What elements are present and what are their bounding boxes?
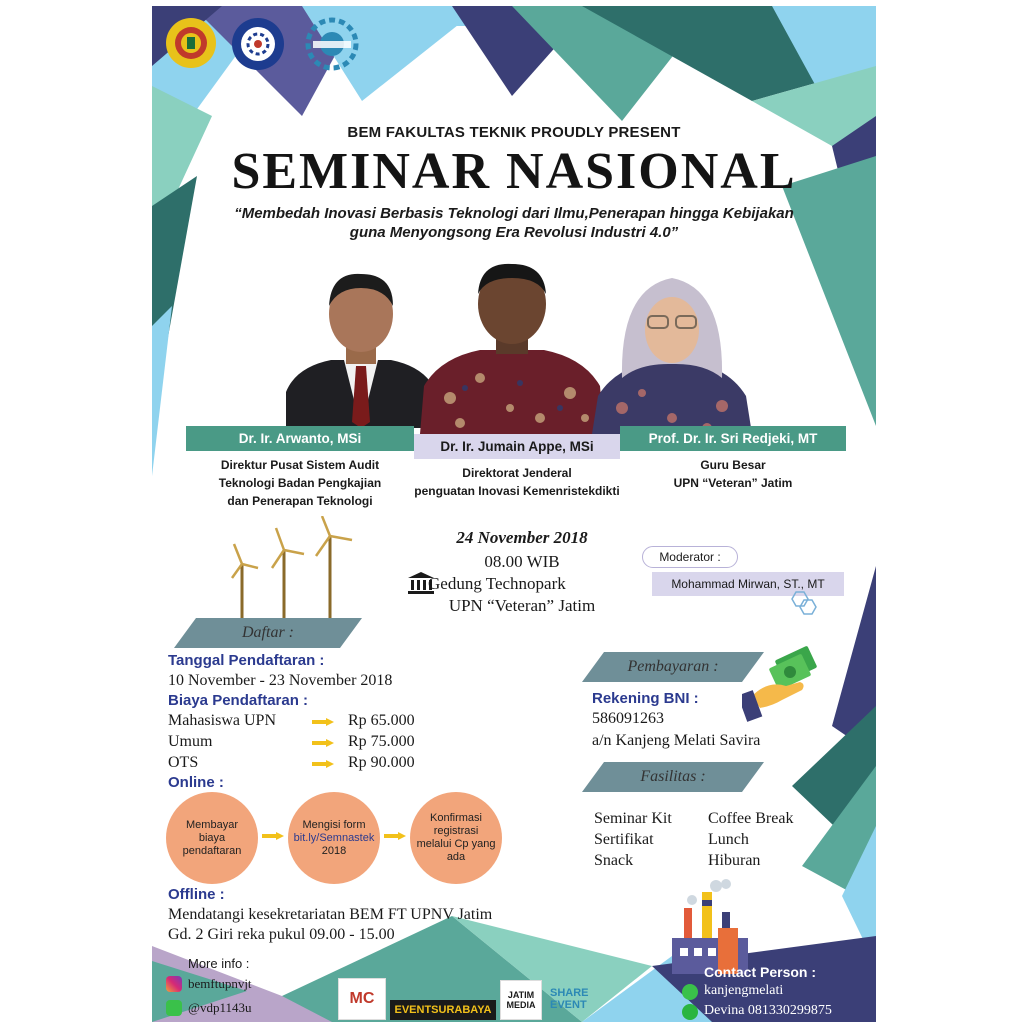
fee-category: OTS: [168, 754, 199, 771]
facility-item: Seminar Kit: [594, 810, 672, 827]
whatsapp-icon: [682, 1004, 698, 1020]
speaker-2-photo: [420, 258, 604, 434]
fee-price: Rp 75.000: [348, 733, 415, 750]
seminar-poster: [152, 6, 876, 1022]
step-pay-fee: Membayar biaya pendaftaran: [166, 792, 258, 884]
daftar-section-label: Daftar :: [242, 624, 294, 641]
offline-hours: Gd. 2 Giri reka pukul 09.00 - 15.00: [168, 926, 395, 943]
bank-label: Rekening BNI :: [592, 690, 699, 707]
event-date: 24 November 2018: [456, 528, 588, 547]
speaker-1-role-line: dan Penerapan Teknologi: [227, 494, 373, 508]
theme-line-1: “Membedah Inovasi Berbasis Teknologi dari Ilmu,Penerapan hingga Kebijakan: [234, 205, 794, 222]
step-fill-form: [288, 792, 380, 884]
speaker-3-role: [620, 456, 846, 492]
facility-item: Hiburan: [708, 852, 761, 869]
account-number: 586091263: [592, 710, 664, 727]
speaker-3-role-line: UPN “Veteran” Jatim: [673, 476, 793, 490]
speaker-1-photo: [286, 262, 436, 428]
account-name: a/n Kanjeng Melati Savira: [592, 732, 761, 749]
step-confirm: Konfirmasi registrasi melalui Cp yang ada: [410, 792, 502, 884]
factory-icon: [672, 878, 772, 974]
arrow-right-icon: [384, 832, 406, 840]
arrow-right-icon: [262, 832, 284, 840]
sponsor-logo: JATIM MEDIA: [500, 980, 542, 1020]
arrow-right-icon: [312, 739, 334, 747]
arrow-right-icon: [312, 760, 334, 768]
fee-price: Rp 90.000: [348, 754, 415, 771]
facility-item: Coffee Break: [708, 810, 794, 827]
fasilitas-section-label: Fasilitas :: [640, 768, 706, 785]
sponsor-logo: MC: [338, 978, 386, 1020]
speaker-1-role-line: Direktur Pusat Sistem Audit: [220, 458, 380, 472]
online-label: Online :: [168, 774, 224, 791]
sponsor-logo: SHARE EVENT: [550, 987, 589, 1011]
contact-line-id[interactable]: kanjengmelati: [704, 983, 784, 998]
speaker-2-role-line: Direktorat Jenderal: [462, 466, 572, 480]
contact-whatsapp[interactable]: Devina 081330299875: [704, 1003, 832, 1018]
facility-item: Snack: [594, 852, 634, 869]
speaker-1-role: [186, 456, 414, 510]
seminar-nasional-logo-icon: [302, 14, 362, 74]
instagram-icon: [166, 976, 182, 992]
theme-line-2: guna Menyongsong Era Revolusi Industri 4.0”: [349, 224, 679, 241]
registration-fee-label: Biaya Pendaftaran :: [168, 692, 309, 709]
speaker-2-role: [414, 464, 620, 500]
page-title: SEMINAR NASIONAL: [231, 143, 797, 200]
arrow-right-icon: [312, 718, 334, 726]
university-crest-icon: [166, 18, 216, 68]
moderator-label: Moderator :: [642, 546, 738, 568]
speaker-1-role-line: Teknologi Badan Pengkajian: [218, 476, 382, 490]
step-fill-form-text: Mengisi form: [302, 818, 366, 831]
event-venue-campus: UPN “Veteran” Jatim: [448, 596, 596, 615]
line-app-icon: [682, 984, 698, 1000]
line-handle[interactable]: @vdp1143u: [188, 1000, 252, 1015]
line-app-icon: [166, 1000, 182, 1016]
sponsor-logo: EVENTSURABAYA: [390, 1000, 496, 1020]
fee-price: Rp 65.000: [348, 712, 415, 729]
offline-location: Mendatangi kesekretariatan BEM FT UPNV Jatim: [168, 906, 493, 923]
facility-item: Lunch: [708, 831, 749, 848]
speaker-3-name: Prof. Dr. Ir. Sri Redjeki, MT: [620, 426, 846, 451]
event-venue: Gedung Technopark: [428, 574, 566, 593]
speaker-2-name: Dr. Ir. Jumain Appe, MSi: [414, 434, 620, 459]
faculty-gear-logo-icon: [232, 18, 284, 70]
money-hand-icon: [742, 646, 822, 722]
instagram-handle[interactable]: bemftupnvjt: [188, 976, 252, 991]
contact-person-label: Contact Person :: [704, 964, 817, 980]
pembayaran-section-label: Pembayaran :: [627, 658, 719, 675]
offline-label: Offline :: [168, 886, 225, 903]
facility-item: Sertifikat: [594, 831, 654, 848]
speaker-3-role-line: Guru Besar: [700, 458, 766, 472]
more-info-label: More info :: [188, 956, 250, 971]
registration-period: 10 November - 23 November 2018: [168, 672, 393, 689]
event-time: 08.00 WIB: [484, 552, 560, 571]
moderator-name: Mohammad Mirwan, ST., MT: [652, 572, 844, 596]
fee-category: Mahasiswa UPN: [168, 712, 276, 729]
step-fill-form-year: 2018: [321, 844, 347, 857]
registration-form-link[interactable]: bit.ly/Semnastek: [293, 831, 375, 844]
speaker-2-role-line: penguatan Inovasi Kemenristekdikti: [414, 484, 620, 498]
wind-turbine-icon: [222, 516, 362, 626]
registration-period-label: Tanggal Pendaftaran :: [168, 652, 325, 669]
speaker-1-name: Dr. Ir. Arwanto, MSi: [186, 426, 414, 451]
fee-category: Umum: [168, 733, 213, 750]
presenter-line: BEM FAKULTAS TEKNIK PROUDLY PRESENT: [347, 124, 681, 141]
seminar-theme: [172, 204, 856, 242]
hexagon-decor-icon: [788, 590, 818, 616]
speaker-3-photo: [592, 268, 752, 434]
